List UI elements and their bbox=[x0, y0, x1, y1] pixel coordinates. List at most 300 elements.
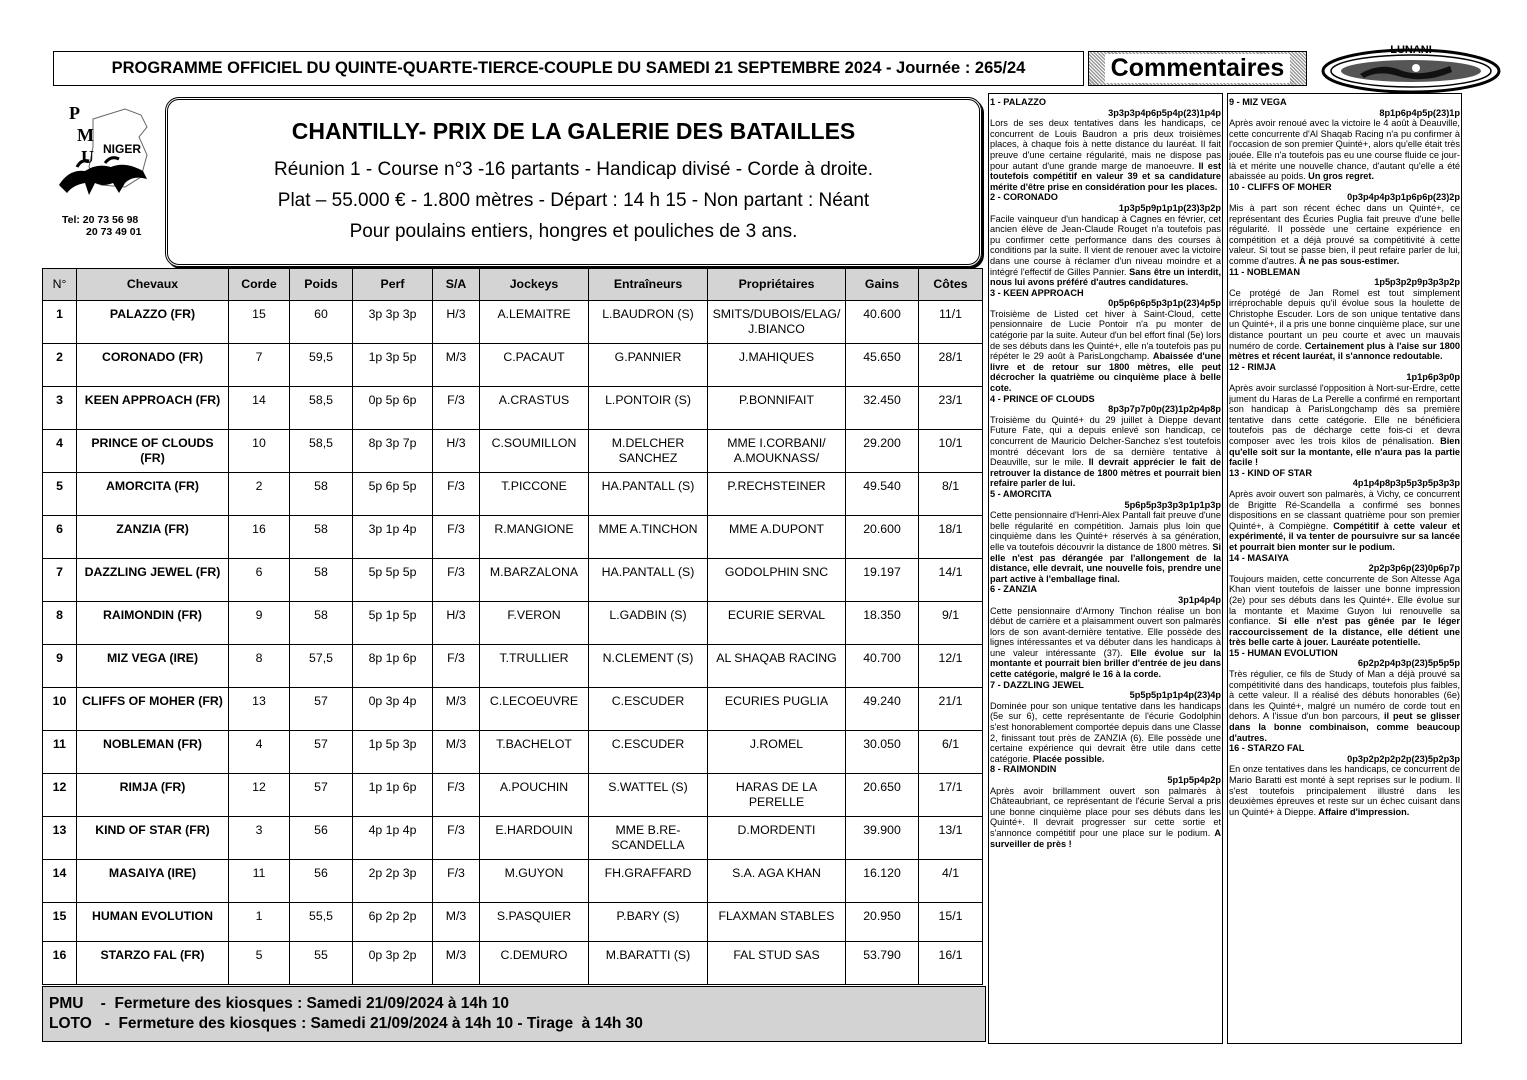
odds-cell: 16/1 bbox=[919, 942, 983, 985]
earnings-cell: 16.120 bbox=[846, 860, 919, 903]
trainer-cell: S.WATTEL (S) bbox=[589, 774, 708, 817]
comment-verdict: Elle évolue sur la montante et pourrait bien briller d'entrée de jeu dans cette catégorie, malgré le 16 à la corde. bbox=[990, 647, 1221, 680]
runner-number-cell: 3 bbox=[43, 387, 77, 430]
weight-cell: 58 bbox=[290, 516, 353, 559]
table-row bbox=[43, 731, 983, 774]
form-cell: 0p 5p 6p bbox=[353, 387, 433, 430]
odds-cell: 18/1 bbox=[919, 516, 983, 559]
comment-entry bbox=[990, 680, 1221, 765]
table-row bbox=[43, 387, 983, 430]
trainer-cell: L.GADBIN (S) bbox=[589, 602, 708, 645]
comment-body: Ce protégé de Jan Romel est tout simplement irréprochable depuis qu'il évolue sous la houlette de Christophe Escuder. Lors de son unique tentative dans un Quinté+, il a pris une bonne cinquième place, sur une distance pourtant un peu courte et avec un mauvais numéro de corde. bbox=[1229, 287, 1460, 351]
comment-verdict: Certainement plus à l'aise sur 1800 mètres et récent lauréat, il s'annonce redoutable. bbox=[1229, 340, 1460, 362]
trainer-cell: C.ESCUDER bbox=[589, 688, 708, 731]
weight-cell: 57 bbox=[290, 774, 353, 817]
table-row bbox=[43, 301, 983, 344]
comment-horse-heading: 9 - MIZ VEGA bbox=[1229, 97, 1287, 107]
comment-horse-heading: 14 - MASAIYA bbox=[1229, 552, 1289, 563]
form-cell: 8p 1p 6p bbox=[353, 645, 433, 688]
comments-column-1 bbox=[990, 97, 1221, 1042]
sex-age-cell: M/3 bbox=[433, 731, 480, 774]
sex-age-cell: F/3 bbox=[433, 387, 480, 430]
comment-verdict: Il devrait apprécier le fait de retrouver la distance de 1800 mètres et pourrait bien refaire parler de lui. bbox=[990, 457, 1221, 489]
odds-cell: 8/1 bbox=[919, 473, 983, 516]
comment-form-line: 5p5p5p1p1p4p(23)4p bbox=[1129, 690, 1221, 701]
column-header: Perf bbox=[353, 269, 433, 301]
form-cell: 0p 3p 4p bbox=[353, 688, 433, 731]
comment-text bbox=[1229, 764, 1460, 817]
owner-cell: FLAXMAN STABLES bbox=[708, 903, 846, 942]
runner-number-cell: 6 bbox=[43, 516, 77, 559]
jockey-cell: T.PICCONE bbox=[480, 473, 589, 516]
programme-title: PROGRAMME OFFICIEL DU QUINTE-QUARTE-TIERCE-COUPLE DU SAMEDI 21 SEPTEMBRE 2024 - Journée : 265/24 bbox=[111, 59, 1026, 77]
comment-horse-heading: 4 - PRINCE OF CLOUDS bbox=[990, 393, 1095, 404]
horse-name-cell: ZANZIA (FR) bbox=[77, 516, 229, 559]
odds-cell: 9/1 bbox=[919, 602, 983, 645]
comment-entry bbox=[1229, 743, 1460, 817]
weight-cell: 57 bbox=[290, 731, 353, 774]
comment-horse-heading: 15 - HUMAN EVOLUTION bbox=[1229, 647, 1338, 658]
draw-cell: 16 bbox=[229, 516, 290, 559]
horse-name-cell: STARZO FAL (FR) bbox=[77, 942, 229, 985]
contact-phones bbox=[62, 214, 162, 238]
comment-form-line: 2p2p3p6p(23)0p6p7p bbox=[1368, 563, 1460, 574]
horse-name-cell: RIMJA (FR) bbox=[77, 774, 229, 817]
form-cell: 1p 3p 5p bbox=[353, 344, 433, 387]
earnings-cell: 20.950 bbox=[846, 903, 919, 942]
form-cell: 2p 2p 3p bbox=[353, 860, 433, 903]
runner-number-cell: 7 bbox=[43, 559, 77, 602]
draw-cell: 9 bbox=[229, 602, 290, 645]
jockey-cell: A.CRASTUS bbox=[480, 387, 589, 430]
column-header: N° bbox=[43, 269, 77, 301]
comment-text bbox=[1229, 489, 1460, 553]
runner-number-cell: 2 bbox=[43, 344, 77, 387]
weight-cell: 55,5 bbox=[290, 903, 353, 942]
comment-entry bbox=[1229, 182, 1460, 267]
comment-horse-heading: 2 - CORONADO bbox=[990, 192, 1058, 203]
form-cell: 5p 5p 5p bbox=[353, 559, 433, 602]
pmu-logo-letter-m: M bbox=[77, 125, 94, 145]
comment-body: Troisième du Quinté+ du 29 juillet à Dieppe devant Future Fate, qui a depuis enlevé son handicap, ce concurrent de Mauricio Delcher-Sanchez s'est toutefois montré décevant lors de sa dernière tentative à Deauville, sur le mile. bbox=[990, 414, 1221, 468]
comment-entry bbox=[990, 288, 1221, 394]
comment-verdict: il peut se glisser dans la bonne combinaison, comme beaucoup d'autres. bbox=[1229, 711, 1460, 743]
form-cell: 1p 5p 3p bbox=[353, 731, 433, 774]
form-cell: 1p 1p 6p bbox=[353, 774, 433, 817]
trainer-cell: HA.PANTALL (S) bbox=[589, 559, 708, 602]
jockey-cell: A.POUCHIN bbox=[480, 774, 589, 817]
race-meeting-line: Réunion 1 - Course n°3 -16 partants - Handicap divisé - Corde à droite. bbox=[273, 158, 874, 180]
runners-table-body bbox=[43, 301, 983, 985]
weight-cell: 56 bbox=[290, 817, 353, 860]
trainer-cell: HA.PANTALL (S) bbox=[589, 473, 708, 516]
owner-cell: P.BONNIFAIT bbox=[708, 387, 846, 430]
runner-number-cell: 14 bbox=[43, 860, 77, 903]
comment-entry bbox=[990, 394, 1221, 489]
comment-form-line: 8p1p6p4p5p(23)1p bbox=[1379, 107, 1460, 118]
comment-form-line: 1p3p5p9p1p1p(23)3p2p bbox=[1118, 202, 1221, 213]
owner-cell: GODOLPHIN SNC bbox=[708, 559, 846, 602]
comment-verdict: Placée possible. bbox=[1030, 753, 1105, 764]
owner-cell: MME I.CORBANI/ A.MOUKNASS/ bbox=[708, 430, 846, 473]
draw-cell: 10 bbox=[229, 430, 290, 473]
table-row bbox=[43, 430, 983, 473]
race-header-box bbox=[165, 97, 982, 267]
trainer-cell: MME A.TINCHON bbox=[589, 516, 708, 559]
comment-horse-heading: 5 - AMORCITA bbox=[990, 488, 1052, 499]
comment-verdict: Compétitif à cette valeur et expérimenté, il va tenter de poursuivre sur sa lancée et pourrait bien monter sur le podium. bbox=[1229, 520, 1460, 552]
table-row bbox=[43, 903, 983, 942]
earnings-cell: 40.600 bbox=[846, 301, 919, 344]
comment-form-line: 5p1p5p4p2p bbox=[1167, 775, 1221, 785]
race-title: CHANTILLY- PRIX DE LA GALERIE DES BATAILLES bbox=[291, 117, 856, 144]
comment-body: Très régulier, ce fils de Study of Man a déjà prouvé sa compétitivité dans des handicaps, toutefois plus faibles, à cette valeur. Il a réalisé des débuts honorables (6e) dans les Quinté+, malgré un numéro de corde tout en dehors. A l'issue d'un bon parcours, bbox=[1229, 669, 1460, 722]
comment-horse-heading: 11 - NOBLEMAN bbox=[1229, 266, 1300, 277]
runner-number-cell: 11 bbox=[43, 731, 77, 774]
sex-age-cell: M/3 bbox=[433, 942, 480, 985]
runner-number-cell: 13 bbox=[43, 817, 77, 860]
owner-cell: S.A. AGA KHAN bbox=[708, 860, 846, 903]
comment-form-line: 1p1p6p3p0p bbox=[1406, 372, 1460, 383]
earnings-cell: 49.540 bbox=[846, 473, 919, 516]
horse-name-cell: CLIFFS OF MOHER (FR) bbox=[77, 688, 229, 731]
trainer-cell: P.BARY (S) bbox=[589, 903, 708, 942]
comment-verdict: Affaire d'impression. bbox=[1316, 806, 1410, 817]
form-cell: 4p 1p 4p bbox=[353, 817, 433, 860]
owner-cell: AL SHAQAB RACING bbox=[708, 645, 846, 688]
draw-cell: 15 bbox=[229, 301, 290, 344]
comment-text bbox=[1229, 383, 1460, 468]
comment-entry bbox=[990, 489, 1221, 584]
weight-cell: 58 bbox=[290, 602, 353, 645]
comment-text bbox=[990, 701, 1221, 765]
comment-verdict: Si elle n'est pas gênée par le léger raccourcissement de la distance, elle détient une très belle carte à jouer. Lauréate potentielle. bbox=[1229, 616, 1460, 648]
runner-number-cell: 4 bbox=[43, 430, 77, 473]
sex-age-cell: M/3 bbox=[433, 688, 480, 731]
lunani-logo bbox=[1320, 44, 1502, 94]
earnings-cell: 45.650 bbox=[846, 344, 919, 387]
horse-name-cell: RAIMONDIN (FR) bbox=[77, 602, 229, 645]
owner-cell: ECURIE SERVAL bbox=[708, 602, 846, 645]
comment-verdict: Un gros regret. bbox=[1305, 171, 1375, 182]
comment-entry bbox=[990, 192, 1221, 287]
race-conditions-line: Plat – 55.000 € - 1.800 mètres - Départ : 14 h 15 - Non partant : Néant bbox=[277, 189, 870, 211]
owner-cell: D.MORDENTI bbox=[708, 817, 846, 860]
weight-cell: 58,5 bbox=[290, 387, 353, 430]
jockey-cell: A.LEMAITRE bbox=[480, 301, 589, 344]
table-row bbox=[43, 602, 983, 645]
sex-age-cell: F/3 bbox=[433, 860, 480, 903]
comment-horse-heading: 13 - KIND OF STAR bbox=[1229, 467, 1313, 478]
runner-number-cell: 5 bbox=[43, 473, 77, 516]
trainer-cell: G.PANNIER bbox=[589, 344, 708, 387]
runners-table bbox=[42, 268, 983, 985]
earnings-cell: 20.600 bbox=[846, 516, 919, 559]
owner-cell: J.ROMEL bbox=[708, 731, 846, 774]
odds-cell: 14/1 bbox=[919, 559, 983, 602]
horse-name-cell: KEEN APPROACH (FR) bbox=[77, 387, 229, 430]
runner-number-cell: 15 bbox=[43, 903, 77, 942]
footer-pmu-line: PMU - Fermeture des kiosques : Samedi 21/09/2024 à 14h 10 bbox=[49, 995, 510, 1012]
jockey-cell: M.BARZALONA bbox=[480, 559, 589, 602]
earnings-cell: 18.350 bbox=[846, 602, 919, 645]
comment-horse-heading: 6 - ZANZIA bbox=[990, 584, 1037, 595]
comment-body: Après avoir ouvert son palmarès, à Vichy, ce concurrent de Brigitte Ré-Scandella a confirmé ses bonnes dispositions en se classant quatrième pour son premier Quinté+, à Compiègne. bbox=[1229, 488, 1460, 531]
horse-name-cell: HUMAN EVOLUTION bbox=[77, 903, 229, 942]
comment-verdict: Bien qu'elle soit sur la montante, elle n'aura pas la partie facile ! bbox=[1229, 436, 1460, 468]
comment-entry bbox=[990, 764, 1221, 849]
comment-text bbox=[990, 118, 1221, 192]
comment-text bbox=[990, 309, 1221, 394]
comment-verdict: Sans être un interdit, nous lui avons préféré d'autres candidatures. bbox=[990, 266, 1221, 288]
comment-text bbox=[1229, 203, 1460, 267]
earnings-cell: 20.650 bbox=[846, 774, 919, 817]
comment-entry bbox=[1229, 553, 1460, 648]
jockey-cell: T.BACHELOT bbox=[480, 731, 589, 774]
comment-text bbox=[990, 510, 1221, 584]
comment-text bbox=[1229, 669, 1460, 743]
draw-cell: 2 bbox=[229, 473, 290, 516]
table-row bbox=[43, 942, 983, 985]
comment-body: Cette pensionnaire d'Armony Tinchon réalise un bon début de carrière et a plaisamment ouvert son palmarès lors de son avant-dernière tentative. Elle possède des lignes intéressantes et va débuter dans les handicaps à une valeur intéressante (37). bbox=[990, 605, 1221, 658]
tel-line-1: Tel: 20 73 56 98 bbox=[62, 214, 139, 226]
comment-verdict: À ne pas sous-estimer. bbox=[1296, 255, 1400, 266]
kiosk-closing-footer bbox=[42, 986, 986, 1042]
earnings-cell: 29.200 bbox=[846, 430, 919, 473]
comment-form-line: 1p5p3p2p9p3p3p2p bbox=[1374, 277, 1460, 288]
odds-cell: 23/1 bbox=[919, 387, 983, 430]
trainer-cell: M.DELCHER SANCHEZ bbox=[589, 430, 708, 473]
sex-age-cell: H/3 bbox=[433, 430, 480, 473]
sex-age-cell: M/3 bbox=[433, 344, 480, 387]
horse-name-cell: PRINCE OF CLOUDS (FR) bbox=[77, 430, 229, 473]
runner-number-cell: 16 bbox=[43, 942, 77, 985]
trainer-cell: M.BARATTI (S) bbox=[589, 942, 708, 985]
programme-title-bar bbox=[53, 51, 1084, 86]
trainer-cell: MME B.RE- SCANDELLA bbox=[589, 817, 708, 860]
owner-cell: J.MAHIQUES bbox=[708, 344, 846, 387]
owner-cell: HARAS DE LA PERELLE bbox=[708, 774, 846, 817]
owner-cell: FAL STUD SAS bbox=[708, 942, 846, 985]
comment-entry bbox=[1229, 468, 1460, 553]
comments-heading: Commentaires bbox=[1105, 54, 1291, 83]
column-header: Gains bbox=[846, 269, 919, 301]
column-header: Poids bbox=[290, 269, 353, 301]
earnings-cell: 40.700 bbox=[846, 645, 919, 688]
comments-column-2 bbox=[1229, 97, 1460, 1042]
sex-age-cell: F/3 bbox=[433, 559, 480, 602]
trainer-cell: C.ESCUDER bbox=[589, 731, 708, 774]
sex-age-cell: F/3 bbox=[433, 645, 480, 688]
column-header: Chevaux bbox=[77, 269, 229, 301]
jockey-cell: R.MANGIONE bbox=[480, 516, 589, 559]
draw-cell: 11 bbox=[229, 860, 290, 903]
odds-cell: 12/1 bbox=[919, 645, 983, 688]
odds-cell: 13/1 bbox=[919, 817, 983, 860]
runner-number-cell: 1 bbox=[43, 301, 77, 344]
odds-cell: 17/1 bbox=[919, 774, 983, 817]
odds-cell: 11/1 bbox=[919, 301, 983, 344]
table-row bbox=[43, 473, 983, 516]
odds-cell: 28/1 bbox=[919, 344, 983, 387]
odds-cell: 21/1 bbox=[919, 688, 983, 731]
draw-cell: 4 bbox=[229, 731, 290, 774]
jockey-cell: E.HARDOUIN bbox=[480, 817, 589, 860]
comment-text bbox=[1229, 574, 1460, 648]
weight-cell: 58,5 bbox=[290, 430, 353, 473]
comment-form-line: 6p2p2p4p3p(23)5p5p5p bbox=[1357, 658, 1460, 669]
comment-body: Dominée pour son unique tentative dans les handicaps (5e sur 6), cette représentante de l'écurie Godolphin s'est honorablement comportée depuis dans une Classe 2, finissant tout près de ZANZIA (6). Elle possède une certaine expérience qui devrait être utile dans cette catégorie. bbox=[990, 700, 1221, 764]
form-cell: 3p 3p 3p bbox=[353, 301, 433, 344]
runner-number-cell: 8 bbox=[43, 602, 77, 645]
sex-age-cell: H/3 bbox=[433, 301, 480, 344]
runner-number-cell: 9 bbox=[43, 645, 77, 688]
jockey-cell: C.SOUMILLON bbox=[480, 430, 589, 473]
table-row bbox=[43, 688, 983, 731]
form-cell: 8p 3p 7p bbox=[353, 430, 433, 473]
jockey-cell: M.GUYON bbox=[480, 860, 589, 903]
jockey-cell: C.LECOEUVRE bbox=[480, 688, 589, 731]
weight-cell: 57 bbox=[290, 688, 353, 731]
draw-cell: 8 bbox=[229, 645, 290, 688]
weight-cell: 56 bbox=[290, 860, 353, 903]
comment-form-line: 0p5p6p6p5p3p1p(23)4p5p bbox=[1108, 298, 1221, 309]
jockey-cell: F.VERON bbox=[480, 602, 589, 645]
pmu-logo-letter-p: P bbox=[69, 103, 80, 123]
earnings-cell: 30.050 bbox=[846, 731, 919, 774]
comment-text bbox=[990, 415, 1221, 489]
jockey-cell: C.PACAUT bbox=[480, 344, 589, 387]
pmu-logo-letter-u: U bbox=[81, 147, 94, 167]
jockey-cell: C.DEMURO bbox=[480, 942, 589, 985]
comment-body: Toujours maiden, cette concurrente de Son Altesse Aga Khan vient toutefois de laisser une bonne impression (2e) pour ses débuts dans les Quinté+. Elle évolue sur la montante et Maxime Guyon lui renouvelle sa confiance. bbox=[1229, 573, 1460, 627]
jockey-cell: T.TRULLIER bbox=[480, 645, 589, 688]
trainer-cell: FH.GRAFFARD bbox=[589, 860, 708, 903]
comment-text bbox=[1229, 118, 1460, 182]
horse-name-cell: CORONADO (FR) bbox=[77, 344, 229, 387]
form-cell: 5p 6p 5p bbox=[353, 473, 433, 516]
column-header: Côtes bbox=[919, 269, 983, 301]
comment-entry bbox=[990, 97, 1221, 192]
footer-loto-line: LOTO - Fermeture des kiosques : Samedi 21/09/2024 à 14h 10 - Tirage à 14h 30 bbox=[49, 1015, 643, 1032]
horse-name-cell: AMORCITA (FR) bbox=[77, 473, 229, 516]
comment-horse-heading: 10 - CLIFFS OF MOHER bbox=[1229, 181, 1332, 192]
comment-body: Troisième de Listed cet hiver à Saint-Cloud, cette pensionnaire de Lucie Pontoir n'a pu monter de catégorie par la suite. Auteur d'un bel effort final (5e) lors de ses débuts dans les Quinté+, elle n'a toutefois pas pu répéter le 29 août à ParisLongchamp. bbox=[990, 308, 1221, 362]
comment-verdict: Abaissée d'une livre et de retour sur 1800 mètres, elle peut décrocher la quatrième ou cinquième place à belle cote. bbox=[990, 351, 1221, 394]
runner-number-cell: 12 bbox=[43, 774, 77, 817]
table-header-row bbox=[43, 269, 983, 301]
comment-verdict: Si elle n'est pas dérangée par l'allongement de la distance, elle devrait, une nouvelle fois, prendre une part active à l'emballage final. bbox=[990, 541, 1221, 584]
table-row bbox=[43, 559, 983, 602]
horse-name-cell: KIND OF STAR (FR) bbox=[77, 817, 229, 860]
comment-horse-heading: 8 - RAIMONDIN bbox=[990, 764, 1057, 775]
draw-cell: 1 bbox=[229, 903, 290, 942]
comment-body: Mis à part son récent échec dans un Quinté+, ce représentant des Écuries Puglia fait preuve d'une belle régularité. Il possède une certaine expérience en compétition et a déjà prouvé sa compétitivité à cette valeur. Si tout se passe bien, il peut refaire parler de lui, comme d'autres. bbox=[1229, 202, 1460, 266]
draw-cell: 7 bbox=[229, 344, 290, 387]
column-header: Jockeys bbox=[480, 269, 589, 301]
earnings-cell: 53.790 bbox=[846, 942, 919, 985]
owner-cell: P.RECHSTEINER bbox=[708, 473, 846, 516]
comment-body: Après avoir brillamment ouvert son palmarès à Châteaubriant, ce représentant de l'écurie Serval a pris une bonne cinquième place pour ses débuts dans les Quinté+. Il devrait progresser sur cette sortie et s'annonce compétitif pour une place sur le podium. bbox=[990, 785, 1221, 838]
table-row bbox=[43, 516, 983, 559]
column-header: Corde bbox=[229, 269, 290, 301]
odds-cell: 4/1 bbox=[919, 860, 983, 903]
lunani-logo-text: LUNANI bbox=[1390, 44, 1432, 56]
weight-cell: 60 bbox=[290, 301, 353, 344]
trainer-cell: L.BAUDRON (S) bbox=[589, 301, 708, 344]
comments-heading-box bbox=[1088, 51, 1307, 86]
trainer-cell: L.PONTOIR (S) bbox=[589, 387, 708, 430]
comment-form-line: 3p1p4p4p bbox=[1178, 594, 1221, 605]
trainer-cell: N.CLEMENT (S) bbox=[589, 645, 708, 688]
comment-entry bbox=[1229, 267, 1460, 362]
comment-text bbox=[990, 214, 1221, 288]
comment-form-line: 0p3p4p4p3p1p6p6p(23)2p bbox=[1347, 192, 1460, 203]
draw-cell: 14 bbox=[229, 387, 290, 430]
comment-entry bbox=[990, 584, 1221, 679]
table-row bbox=[43, 774, 983, 817]
horse-name-cell: PALAZZO (FR) bbox=[77, 301, 229, 344]
table-row bbox=[43, 860, 983, 903]
column-header: Entraîneurs bbox=[589, 269, 708, 301]
comment-entry bbox=[1229, 97, 1460, 182]
race-eligibility-line: Pour poulains entiers, hongres et pouliches de 3 ans. bbox=[349, 220, 798, 242]
owner-cell: MME A.DUPONT bbox=[708, 516, 846, 559]
comment-horse-heading: 3 - KEEN APPROACH bbox=[990, 287, 1084, 298]
comment-horse-heading: 1 - PALAZZO bbox=[990, 97, 1046, 107]
sex-age-cell: F/3 bbox=[433, 516, 480, 559]
earnings-cell: 32.450 bbox=[846, 387, 919, 430]
comment-horse-heading: 12 - RIMJA bbox=[1229, 361, 1276, 372]
draw-cell: 12 bbox=[229, 774, 290, 817]
comment-text bbox=[990, 786, 1221, 850]
comment-body: Après avoir renoué avec la victoire le 4 août à Deauville, cette concurrente d'Al Shaqab Racing n'a pu confirmer à l'occasion de son premier Quinté+, alors qu'elle était très jouée. Elle n'a toutefois pas eu une course fluide ce jour-là et mérite une nouvelle chance, d'autant qu'elle a été abaissée au poids. bbox=[1229, 118, 1460, 182]
sex-age-cell: H/3 bbox=[433, 602, 480, 645]
form-cell: 5p 1p 5p bbox=[353, 602, 433, 645]
column-header: S/A bbox=[433, 269, 480, 301]
comment-body: Lors de ses deux tentatives dans les handicaps, ce concurrent de Louis Baudron a pris deux troisièmes places, à chaque fois à nette distance du lauréat. Il fait preuve d'une certaine régularité, mais ne dispose pas pour autant d'une grande marge de manoeuvre. bbox=[990, 118, 1221, 171]
earnings-cell: 39.900 bbox=[846, 817, 919, 860]
comment-form-line: 4p1p4p8p3p5p3p5p3p3p bbox=[1352, 478, 1460, 489]
comment-body: En onze tentatives dans les handicaps, ce concurrent de Mario Baratti est monté à sept reprises sur le podium. Il s'est toutefois principalement illustré dans les deuxièmes épreuves et reste sur un échec cuisant dans un Quinté+ à Dieppe. bbox=[1229, 764, 1460, 817]
sex-age-cell: F/3 bbox=[433, 817, 480, 860]
draw-cell: 6 bbox=[229, 559, 290, 602]
comment-verdict: A surveiller de près ! bbox=[990, 827, 1221, 849]
comment-body: Cette pensionnaire d'Henri-Alex Pantall fait preuve d'une belle régularité en compétition. Jamais plus loin que cinquième dans les Quinté+ réservés à sa génération, elle va toutefois découvrir la distance de 1800 mètres. bbox=[990, 510, 1221, 552]
horse-name-cell: DAZZLING JEWEL (FR) bbox=[77, 559, 229, 602]
weight-cell: 58 bbox=[290, 559, 353, 602]
weight-cell: 55 bbox=[290, 942, 353, 985]
draw-cell: 5 bbox=[229, 942, 290, 985]
draw-cell: 13 bbox=[229, 688, 290, 731]
owner-cell: SMITS/DUBOIS/ELAG/ J.BIANCO bbox=[708, 301, 846, 344]
horse-name-cell: MIZ VEGA (IRE) bbox=[77, 645, 229, 688]
comment-text bbox=[990, 606, 1221, 680]
odds-cell: 10/1 bbox=[919, 430, 983, 473]
weight-cell: 58 bbox=[290, 473, 353, 516]
form-cell: 3p 1p 4p bbox=[353, 516, 433, 559]
comment-horse-heading: 7 - DAZZLING JEWEL bbox=[990, 679, 1084, 690]
tel-line-2: 20 73 49 01 bbox=[86, 226, 142, 238]
comment-verdict: Il est toutefois compétitif en valeur 39 et sa candidature mérite d'être prise en considération pour les places. bbox=[990, 160, 1221, 192]
sex-age-cell: M/3 bbox=[433, 903, 480, 942]
comment-form-line: 5p6p5p3p3p3p1p1p3p bbox=[1124, 499, 1221, 510]
comment-body: Facile vainqueur d'un handicap à Cagnes en février, cet ancien élève de Jean-Claude Rouget n'a toutefois pas pu confirmer cette performance dans des courses à conditions par la suite. Il vient de renouer avec la victoire dans une course à réclamer d'un niveau moindre et a intégré l'effectif de Gilles Pannier. bbox=[990, 213, 1221, 277]
pmu-niger-logo bbox=[55, 97, 155, 207]
comment-entry bbox=[1229, 362, 1460, 468]
draw-cell: 3 bbox=[229, 817, 290, 860]
table-row bbox=[43, 344, 983, 387]
